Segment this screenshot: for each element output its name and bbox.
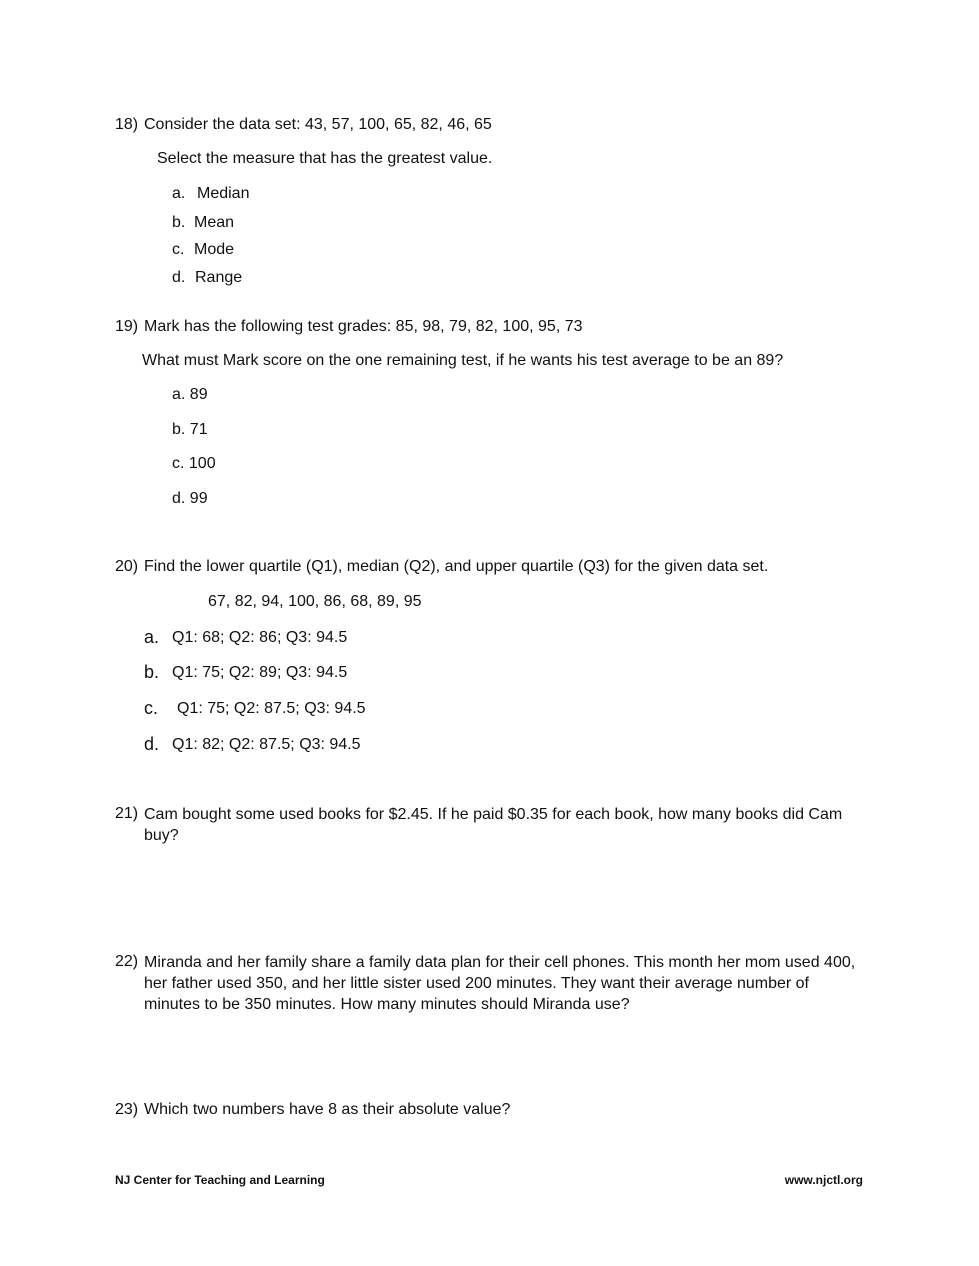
question-23-text: Which two numbers have 8 as their absolute value? — [144, 1101, 511, 1118]
question-18-text: Consider the data set: 43, 57, 100, 65, 82, 46, 65 — [144, 116, 492, 133]
question-22-text: Miranda and her family share a family data plan for their cell phones. This month her mom used 400, her father used 350, and her little sister used 200 minutes. They want their average number of minutes to be 350 minutes. How many minutes should Miranda use? — [144, 954, 856, 1013]
option-letter: c. — [144, 698, 159, 718]
footer-organization: NJ Center for Teaching and Learning — [115, 1173, 325, 1187]
option-text: Mode — [194, 241, 235, 258]
question-19-text: Mark has the following test grades: 85, 98, 79, 82, 100, 95, 73 — [144, 318, 583, 335]
question-19-prompt: What must Mark score on the one remaining test, if he wants his test average to be an 89? — [142, 352, 784, 369]
question-22-number: 22) — [115, 953, 139, 970]
option-text: Median — [197, 185, 250, 202]
option-text: Q1: 68; Q2: 86; Q3: 94.5 — [172, 629, 348, 646]
option-text: Q1: 82; Q2: 87.5; Q3: 94.5 — [172, 736, 361, 753]
option-letter: a. — [144, 627, 160, 647]
question-20-number: 20) — [115, 558, 139, 575]
option-letter: b. — [144, 662, 160, 682]
question-18-prompt: Select the measure that has the greatest value. — [157, 150, 493, 167]
question-19-number: 19) — [115, 318, 139, 335]
question-23-number: 23) — [115, 1101, 139, 1118]
question-21-text: Cam bought some used books for $2.45. If he paid $0.35 for each book, how many books did Cam buy? — [144, 806, 843, 844]
option-letter: b. — [172, 214, 186, 231]
option-text: b. 71 — [172, 421, 208, 438]
option-letter: d. — [144, 734, 160, 754]
option-text: c. 100 — [172, 455, 216, 472]
option-letter: c. — [172, 241, 185, 258]
question-20-text: Find the lower quartile (Q1), median (Q2), and upper quartile (Q3) for the given data set. — [144, 558, 769, 575]
option-letter: a. — [172, 185, 186, 202]
option-text: a. 89 — [172, 386, 208, 403]
option-text: d. 99 — [172, 490, 208, 507]
option-text: Mean — [194, 214, 235, 231]
question-21-number: 21) — [115, 805, 139, 822]
option-text: Q1: 75; Q2: 87.5; Q3: 94.5 — [177, 700, 366, 717]
option-text: Range — [195, 269, 243, 286]
question-18-number: 18) — [115, 116, 139, 133]
option-letter: d. — [172, 269, 186, 286]
question-20-dataset: 67, 82, 94, 100, 86, 68, 89, 95 — [208, 593, 422, 610]
footer-website: www.njctl.org — [784, 1173, 863, 1187]
option-text: Q1: 75; Q2: 89; Q3: 94.5 — [172, 664, 348, 681]
